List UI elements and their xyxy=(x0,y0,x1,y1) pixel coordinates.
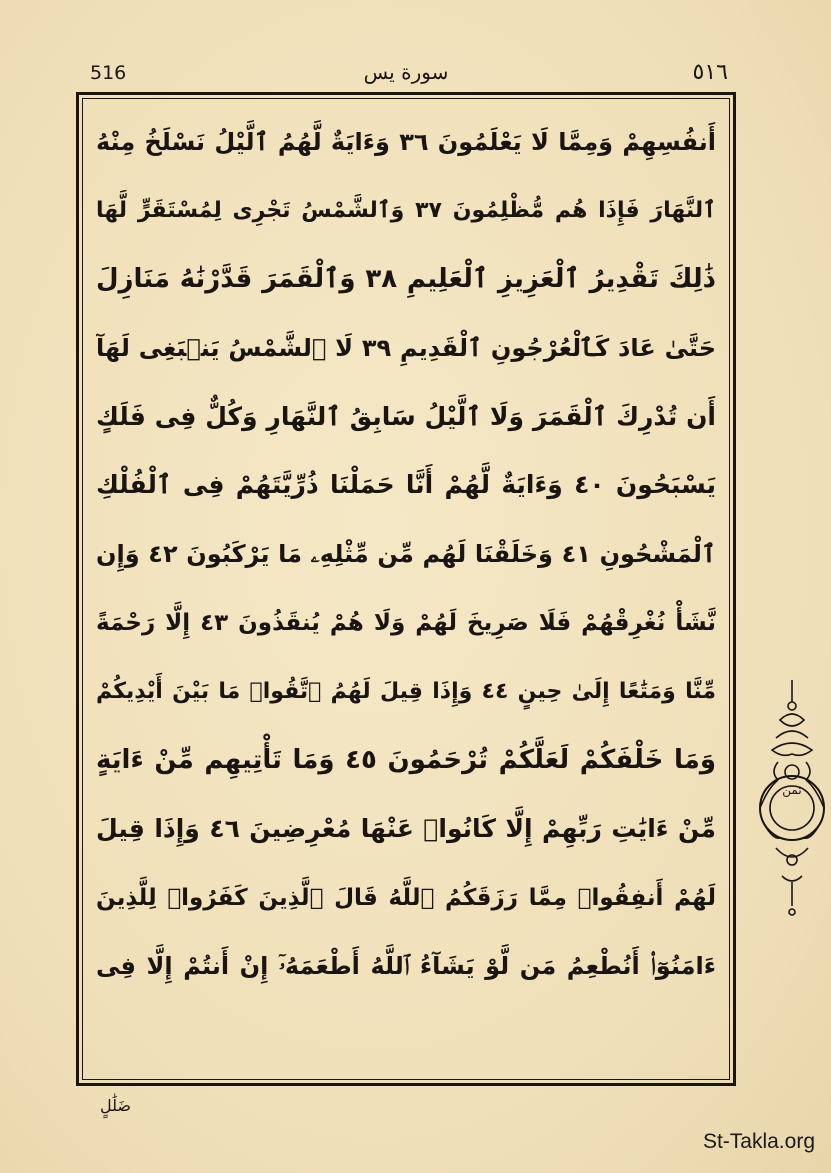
page-number-latin: 516 xyxy=(90,62,127,84)
text-line: ذَٰلِكَ تَقْدِيرُ ٱلْعَزِيزِ ٱلْعَلِيمِ ٣٨ وَٱلْقَمَرَ قَدَّرْنَٰهُ مَنَازِلَ xyxy=(96,264,716,295)
surah-title: سورة يس xyxy=(363,60,449,84)
text-line: يَسْبَحُونَ ٤٠ وَءَايَةٌ لَّهُمْ أَنَّا حَمَلْنَا ذُرِّيَّتَهُمْ فِى ٱلْفُلْكِ xyxy=(96,470,716,500)
hizb-quarter-ornament-icon xyxy=(752,680,831,930)
text-line: أَنفُسِهِمْ وَمِمَّا لَا يَعْلَمُونَ ٣٦ وَءَايَةٌ لَّهُمُ ٱلَّيْلُ نَسْلَخُ مِنْهُ xyxy=(96,128,716,156)
page-number-arabic: ٥١٦ xyxy=(692,60,728,85)
text-line: أَن تُدْرِكَ ٱلْقَمَرَ وَلَا ٱلَّيْلُ سَابِقُ ٱلنَّهَارِ وَكُلٌّ فِى فَلَكٍ xyxy=(96,401,716,431)
page-header xyxy=(76,58,736,88)
text-line: حَتَّىٰ عَادَ كَٱلْعُرْجُونِ ٱلْقَدِيمِ ٣٩ لَا ٱلشَّمْسُ يَنۢبَغِى لَهَآ xyxy=(96,334,716,363)
text-line: ءَامَنُوٓا۟ أَنُطْعِمُ مَن لَّوْ يَشَآءُ ٱللَّهُ أَطْعَمَهُۥٓ إِنْ أَنتُمْ إِلَّا فِى xyxy=(96,952,716,981)
quran-text-block xyxy=(96,108,716,1070)
hizb-marker-label: ثمن xyxy=(782,783,802,797)
text-line: ٱلْمَشْحُونِ ٤١ وَخَلَقْنَا لَهُم مِّن مِّثْلِهِۦ مَا يَرْكَبُونَ ٤٢ وَإِن xyxy=(96,540,716,569)
site-watermark: St-Takla.org xyxy=(702,1130,815,1153)
text-line: مِّنْ ءَايَٰتِ رَبِّهِمْ إِلَّا كَانُوا۟ عَنْهَا مُعْرِضِينَ ٤٦ وَإِذَا قِيلَ xyxy=(96,813,716,843)
text-line: لَهُمْ أَنفِقُوا۟ مِمَّا رَزَقَكُمُ ٱللَّهُ قَالَ ٱلَّذِينَ كَفَرُوا۟ لِلَّذِينَ xyxy=(96,884,716,911)
text-line: ٱلنَّهَارَ فَإِذَا هُم مُّظْلِمُونَ ٣٧ وَٱلشَّمْسُ تَجْرِى لِمُسْتَقَرٍّ لَّهَا xyxy=(96,197,716,223)
text-line: وَمَا خَلْفَكُمْ لَعَلَّكُمْ تُرْحَمُونَ ٤٥ وَمَا تَأْتِيهِم مِّنْ ءَايَةٍ xyxy=(96,745,716,776)
catchword: ضَلَٰلٍ xyxy=(100,1096,131,1115)
text-line: نَّشَأْ نُغْرِقْهُمْ فَلَا صَرِيخَ لَهُمْ وَلَا هُمْ يُنقَذُونَ ٤٣ إِلَّا رَحْمَةً xyxy=(96,609,716,636)
text-line: مِّنَّا وَمَتَٰعًا إِلَىٰ حِينٍ ٤٤ وَإِذَا قِيلَ لَهُمُ ٱتَّقُوا۟ مَا بَيْنَ أَيْدِيكُمْ xyxy=(96,678,716,704)
